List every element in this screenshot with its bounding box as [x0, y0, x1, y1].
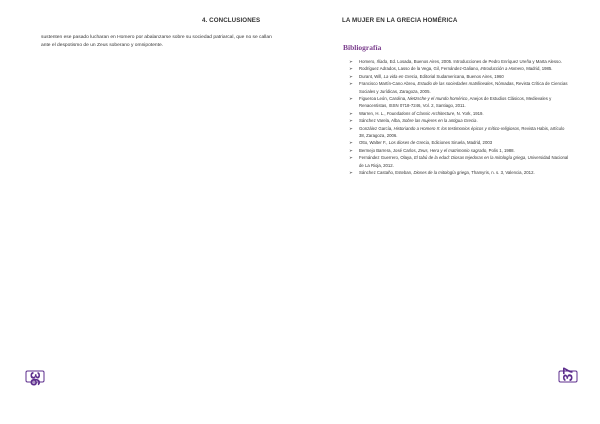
- entry-title: Ilíada: [376, 59, 388, 64]
- arrow-bullet-icon: ➢: [349, 73, 353, 79]
- entry-title: Estudio de las sociedades matrilineales: [417, 81, 493, 87]
- bibliography-entry: [349, 65, 571, 72]
- entry-author: Sánchez Castaño, Esteban,: [359, 170, 414, 176]
- bibliography-entry: [349, 169, 571, 176]
- bibliography-entry: [349, 73, 571, 80]
- entry-author: Otto, Walter F.,: [359, 140, 389, 146]
- paragraph-text: sustenten ese pasado lucharan en Homero por abalanzarse sobre su sociedad patriarcal, que no se callan ante el despotismo de un Zeus soberano y omnipotente.: [41, 35, 272, 48]
- arrow-bullet-icon: ➢: [349, 66, 353, 72]
- entry-details: , Ediciones Siruela, Madrid, 2003: [429, 140, 493, 146]
- entry-details: , Editorial Sudamericana, Buenos Aires, 1960: [417, 73, 504, 79]
- entry-author: Bermejo Barrera, José Carlos,: [359, 147, 418, 153]
- entry-details: , Thamyris, n. s. 3, Valencia, 2012.: [468, 170, 535, 176]
- arrow-bullet-icon: ➢: [349, 170, 353, 176]
- entry-title: La vida en Grecia: [383, 73, 418, 79]
- entry-title: Introducción a Homero: [480, 66, 524, 72]
- entry-details: , Universidad Nacional de La Rioja, 2012.: [359, 155, 569, 168]
- bibliography-entry: [349, 58, 571, 65]
- arrow-bullet-icon: ➢: [349, 147, 353, 153]
- entry-details: .: [476, 118, 478, 124]
- right-running-header: LA MUJER EN LA GRECIA HOMÉRICA: [342, 17, 458, 24]
- entry-title: Dioses de la mitología griega: [413, 170, 469, 176]
- entry-details: , N. York, 1919.: [454, 110, 484, 116]
- entry-details: , Madrid, 1985.: [523, 66, 553, 72]
- entry-author: Fernández Guerrero, Olaya,: [359, 155, 414, 161]
- arrow-bullet-icon: ➢: [349, 125, 353, 131]
- entry-title: Zeus, Hera y el matrimonio sagrado: [417, 147, 487, 153]
- entry-details: , Polis 1, 1988.: [486, 147, 515, 153]
- entry-author: Rodríguez Adrados, Lasso de la Vega, Gil, Fernández-Galiano,: [359, 66, 481, 72]
- entry-author: Figueroa León, Carolina,: [359, 96, 408, 102]
- arrow-bullet-icon: ➢: [349, 118, 353, 124]
- entry-details: , Nómadas, Revista Crítica de Ciencias Sociales y Jurídicas, Zaragoza, 2005.: [359, 81, 568, 94]
- bibliography-entry: [349, 117, 571, 124]
- entry-author: Sánchez Varela, Alba,: [359, 118, 403, 124]
- entry-author: Warren, H. L.,: [359, 110, 387, 116]
- entry-title: Nietzsche y el mundo homérico: [407, 96, 468, 102]
- entry-details: , Revista Habis, artículo 38, Zaragoza, 2006.: [359, 125, 565, 139]
- arrow-bullet-icon: ➢: [349, 110, 353, 116]
- entry-author: Francisco Martín-Cano Abreu,: [359, 81, 418, 87]
- entry-title: Historiando a Homero II: los testimonios épicos y mítico-religiosos: [393, 125, 520, 131]
- right-page: [300, 0, 600, 424]
- bibliography-entry: [349, 139, 571, 146]
- bibliography-entry: [349, 147, 571, 154]
- arrow-bullet-icon: ➢: [349, 155, 353, 161]
- entry-author: Homero,: [359, 59, 377, 64]
- arrow-bullet-icon: ➢: [349, 81, 353, 87]
- left-page-number: 36: [27, 371, 44, 386]
- entry-title: Los dioses de Grecia: [388, 140, 430, 146]
- arrow-bullet-icon: ➢: [349, 59, 353, 64]
- entry-title: El tabú de la edad: Diosas tejedoras en la mitología griega: [413, 155, 526, 161]
- entry-author: Durant, Will,: [359, 73, 384, 79]
- left-running-header: 4. CONCLUSIONES: [202, 17, 261, 24]
- bibliography-entry: [349, 95, 571, 110]
- entry-title: Foundations of Classic Architecture: [386, 110, 455, 116]
- bibliography-entry: [349, 110, 571, 117]
- arrow-bullet-icon: ➢: [349, 140, 353, 146]
- entry-author: González García,: [359, 125, 394, 131]
- conclusion-paragraph: [41, 34, 273, 50]
- entry-details: , Anejos de Estudios Clásicos, Medievales y Renacentistas, ISSN 0718-7246, Vol. 2, Santiago, 2011.: [359, 96, 552, 109]
- bibliography-entry: [349, 80, 571, 95]
- bibliography-entry: [349, 125, 571, 140]
- entry-title: Sobre las mujeres en la antigua Grecia: [402, 118, 477, 124]
- arrow-bullet-icon: ➢: [349, 96, 353, 102]
- bibliography-title: Bibliografía: [343, 43, 382, 52]
- right-page-number: 37: [559, 367, 576, 382]
- entry-details: , Ed. Losada, Buenos Aires, 2005. Introducciones de Pedro Enríquez Ureña y Marta Alesso.: [387, 59, 562, 64]
- bibliography-list: [349, 58, 571, 177]
- bibliography-entry: [349, 154, 571, 169]
